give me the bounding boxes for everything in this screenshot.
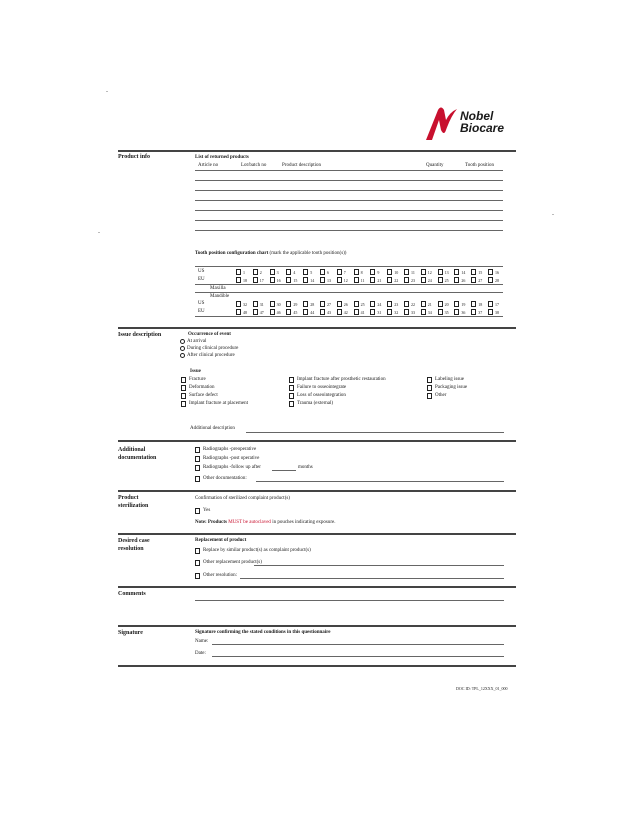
section-label-line: Product — [118, 495, 139, 501]
brand-name-line1: Nobel — [460, 109, 494, 123]
tooth-checkbox[interactable] — [320, 309, 325, 315]
tooth-checkbox[interactable] — [354, 301, 359, 307]
tooth-chart-instruction: (mark the applicable tooth position(s)) — [269, 251, 347, 256]
tooth-number: 10 — [394, 270, 399, 275]
documentation-option: Other documentation: — [203, 476, 247, 481]
checkbox-surface-defect[interactable] — [181, 393, 186, 399]
issue-option: Trauma (external) — [297, 401, 334, 406]
note-prefix: Note: Products — [195, 520, 227, 525]
tooth-chart-rule — [195, 284, 503, 285]
tooth-number: 11 — [411, 270, 415, 275]
tooth-checkbox[interactable] — [387, 309, 392, 315]
resolution-option: Replace by similar product(s) as complaint product(s) — [203, 548, 311, 553]
label-eu-lower: EU — [198, 309, 205, 314]
tooth-checkbox[interactable] — [421, 269, 426, 275]
tooth-number: 33 — [411, 310, 415, 315]
tooth-number: 30 — [276, 302, 281, 307]
tooth-checkbox[interactable] — [454, 277, 459, 283]
tooth-number: 13 — [327, 278, 331, 283]
tooth-number: 23 — [394, 302, 399, 307]
tooth-number: 6 — [327, 270, 329, 275]
checkbox-other-issue[interactable] — [427, 393, 432, 399]
tooth-checkbox[interactable] — [286, 277, 291, 283]
sterilization-yes-label: Yes — [203, 508, 211, 513]
tooth-number: 26 — [461, 278, 466, 283]
tooth-number: 23 — [411, 278, 415, 283]
tooth-checkbox[interactable] — [354, 269, 359, 275]
brand-name-line2: Biocare — [460, 121, 505, 135]
tooth-number: 38 — [495, 310, 499, 315]
issue-option: Failure to osseointegrate — [297, 385, 347, 390]
tooth-checkbox[interactable] — [421, 277, 426, 283]
issue-option: Loss of osseointegration — [297, 393, 346, 398]
issue-option: Fracture — [189, 377, 206, 382]
checkbox-implant-fracture-prosthetic[interactable] — [289, 377, 294, 383]
date-label: Date: — [195, 651, 206, 656]
nobel-biocare-logo-icon — [424, 106, 460, 142]
tooth-checkbox[interactable] — [387, 301, 392, 307]
product-row-line[interactable] — [195, 210, 503, 211]
scan-artifact — [552, 214, 554, 215]
label-us-upper: US — [198, 269, 205, 274]
checkbox-radiographs-preop[interactable] — [195, 447, 200, 453]
tooth-checkbox[interactable] — [236, 301, 241, 307]
tooth-number: 1 — [243, 270, 245, 275]
section-label-line: resolution — [118, 546, 144, 552]
tooth-checkbox[interactable] — [320, 269, 325, 275]
section-label-line: sterilization — [118, 503, 149, 509]
tooth-number: 22 — [394, 278, 399, 283]
checkbox-labeling-issue[interactable] — [427, 377, 432, 383]
tooth-number: 25 — [444, 278, 449, 283]
tooth-checkbox[interactable] — [354, 309, 359, 315]
tooth-checkbox[interactable] — [438, 277, 443, 283]
tooth-checkbox[interactable] — [404, 269, 409, 275]
checkbox-other-replacement[interactable] — [195, 560, 200, 566]
tooth-checkbox[interactable] — [438, 309, 443, 315]
signature-title: Signature confirming the stated conditions in this questionnaire — [195, 630, 331, 635]
tooth-checkbox[interactable] — [253, 309, 258, 315]
tooth-checkbox[interactable] — [236, 309, 241, 315]
product-row-line[interactable] — [195, 180, 503, 181]
radio-at-arrival[interactable] — [180, 339, 185, 344]
brand-logo — [424, 104, 516, 144]
tooth-number: 43 — [327, 310, 331, 315]
tooth-checkbox[interactable] — [488, 301, 493, 307]
tooth-number: 17 — [259, 278, 264, 283]
col-lot-batch: Lot/batch no — [241, 163, 267, 168]
tooth-checkbox[interactable] — [471, 309, 476, 315]
product-row-line[interactable] — [195, 190, 503, 191]
tooth-checkbox[interactable] — [454, 309, 459, 315]
issue-title: Issue — [190, 369, 201, 374]
tooth-checkbox[interactable] — [454, 301, 459, 307]
tooth-checkbox[interactable] — [320, 277, 325, 283]
tooth-checkbox[interactable] — [488, 309, 493, 315]
section-divider — [118, 490, 516, 492]
resolution-option: Other resolution: — [203, 573, 238, 578]
tooth-number: 5 — [310, 270, 313, 275]
tooth-checkbox[interactable] — [370, 277, 375, 283]
tooth-number: 18 — [243, 278, 247, 283]
note-suffix: in pouches indicating exposure. — [272, 520, 336, 525]
checkbox-other-documentation[interactable] — [195, 476, 200, 482]
tooth-number: 29 — [293, 302, 298, 307]
tooth-checkbox[interactable] — [387, 277, 392, 283]
tooth-number: 34 — [427, 310, 432, 315]
tooth-checkbox[interactable] — [354, 277, 359, 283]
tooth-number: 45 — [293, 310, 298, 315]
tooth-number: 32 — [394, 310, 399, 315]
section-divider — [118, 150, 516, 152]
section-signature: Signature — [118, 630, 143, 636]
product-list-title: List of returned products — [195, 155, 249, 160]
tooth-chart-title: Tooth position configuration chart — [195, 251, 269, 256]
section-label-line: Additional — [118, 447, 146, 453]
tooth-number: 25 — [360, 302, 365, 307]
months-label: months — [298, 465, 313, 470]
scan-artifact — [106, 91, 108, 92]
tooth-checkbox[interactable] — [438, 301, 443, 307]
col-tooth-position: Tooth position — [465, 163, 494, 168]
tooth-number: 41 — [360, 310, 365, 315]
section-label-line: Desired case — [118, 538, 150, 544]
tooth-checkbox[interactable] — [337, 301, 342, 307]
tooth-checkbox[interactable] — [286, 309, 291, 315]
tooth-checkbox[interactable] — [488, 269, 493, 275]
tooth-checkbox[interactable] — [270, 301, 275, 307]
tooth-checkbox[interactable] — [236, 269, 241, 275]
section-issue-description: Issue description — [118, 332, 162, 338]
occurrence-title: Occurrence of event — [188, 332, 231, 337]
issue-option: Deformation — [189, 385, 215, 390]
radio-after-procedure[interactable] — [180, 353, 185, 358]
section-divider — [118, 625, 516, 627]
tooth-checkbox[interactable] — [286, 301, 291, 307]
col-article-no: Article no — [198, 163, 219, 168]
date-field[interactable] — [212, 656, 504, 657]
tooth-checkbox[interactable] — [303, 309, 308, 315]
checkbox-loss-osseointegration[interactable] — [289, 393, 294, 399]
tooth-checkbox[interactable] — [404, 301, 409, 307]
resolution-option: Other replacement product(s) — [203, 560, 262, 565]
tooth-number: 47 — [259, 310, 264, 315]
issue-option: Labeling issue — [435, 377, 465, 382]
checkbox-radiographs-postop[interactable] — [195, 456, 200, 462]
tooth-number: 28 — [310, 302, 315, 307]
checkbox-failure-osseointegrate[interactable] — [289, 385, 294, 391]
radio-during-procedure[interactable] — [180, 346, 185, 351]
tooth-checkbox[interactable] — [320, 301, 325, 307]
tooth-number: 31 — [259, 302, 264, 307]
product-row-line[interactable] — [195, 200, 503, 201]
other-resolution-field[interactable] — [240, 578, 504, 579]
tooth-number: 36 — [461, 310, 466, 315]
tooth-number: 12 — [343, 278, 348, 283]
tooth-checkbox[interactable] — [370, 269, 375, 275]
tooth-number: 11 — [360, 278, 365, 283]
tooth-number: 9 — [377, 270, 380, 275]
tooth-number: 18 — [478, 302, 483, 307]
tooth-number: 46 — [276, 310, 281, 315]
tooth-number: 14 — [461, 270, 466, 275]
tooth-checkbox[interactable] — [303, 269, 308, 275]
tooth-number: 3 — [276, 270, 279, 275]
tooth-number: 4 — [293, 270, 296, 275]
tooth-checkbox[interactable] — [454, 269, 459, 275]
tooth-checkbox[interactable] — [270, 309, 275, 315]
tooth-number: 12 — [427, 270, 432, 275]
checkbox-deformation[interactable] — [181, 385, 186, 391]
additional-description-field[interactable] — [246, 432, 504, 433]
checkbox-implant-fracture-placement[interactable] — [181, 401, 186, 407]
col-quantity: Quantity — [426, 163, 444, 168]
section-desired-resolution — [118, 537, 188, 553]
checkbox-sterilization-yes[interactable] — [195, 508, 200, 514]
tooth-checkbox[interactable] — [471, 301, 476, 307]
occurrence-option: After clinical procedure — [187, 353, 235, 358]
issue-option: Implant fracture at placement — [189, 401, 248, 406]
label-mandible: Mandible — [210, 294, 230, 299]
issue-option: Surface defect — [189, 393, 218, 398]
section-divider — [118, 440, 516, 442]
other-documentation-field[interactable] — [256, 481, 504, 482]
sterilization-note — [195, 520, 336, 526]
section-divider — [118, 327, 516, 329]
additional-description-label: Additional description — [190, 426, 235, 431]
table-header-rule — [195, 170, 503, 171]
occurrence-option: At arrival — [187, 339, 207, 344]
tooth-checkbox[interactable] — [404, 309, 409, 315]
product-row-line[interactable] — [195, 230, 503, 231]
documentation-option: Radiographs -preoperative — [203, 447, 257, 452]
document-id: DOC ID: TPL_12XXX_01_000 — [456, 686, 508, 691]
sterilization-confirmation: Confirmation of sterilized complaint product(s) — [195, 496, 290, 501]
tooth-checkbox[interactable] — [471, 269, 476, 275]
documentation-option: Radiographs -follow up after — [203, 465, 261, 470]
tooth-chart-rule — [195, 316, 503, 317]
tooth-checkbox[interactable] — [387, 269, 392, 275]
section-additional-documentation — [118, 446, 188, 462]
tooth-checkbox[interactable] — [488, 277, 493, 283]
tooth-number: 37 — [478, 310, 483, 315]
tooth-chart-heading — [195, 251, 346, 257]
comments-field[interactable] — [195, 600, 504, 601]
tooth-checkbox[interactable] — [337, 269, 342, 275]
note-emphasis: MUST be autoclaved — [228, 520, 271, 525]
label-us-lower: US — [198, 301, 205, 306]
tooth-checkbox[interactable] — [370, 309, 375, 315]
tooth-checkbox[interactable] — [270, 277, 275, 283]
tooth-number: 28 — [495, 278, 499, 283]
tooth-number: 16 — [495, 270, 499, 275]
issue-option: Packaging issue — [435, 385, 468, 390]
tooth-checkbox[interactable] — [370, 301, 375, 307]
tooth-number: 21 — [427, 302, 432, 307]
tooth-number: 15 — [478, 270, 483, 275]
product-row-line[interactable] — [195, 220, 503, 221]
tooth-number: 15 — [293, 278, 298, 283]
followup-months-field[interactable] — [272, 470, 296, 471]
tooth-number: 16 — [276, 278, 281, 283]
section-divider — [118, 665, 516, 667]
tooth-number: 20 — [444, 302, 449, 307]
tooth-chart-rule — [195, 292, 503, 293]
issue-option: Other — [435, 393, 447, 398]
checkbox-packaging-issue[interactable] — [427, 385, 432, 391]
other-replacement-field[interactable] — [254, 565, 504, 566]
occurrence-option: During clinical procedure — [187, 346, 239, 351]
tooth-checkbox[interactable] — [471, 277, 476, 283]
tooth-checkbox[interactable] — [421, 301, 426, 307]
tooth-number: 8 — [360, 270, 363, 275]
section-product-sterilization — [118, 494, 188, 510]
tooth-number: 44 — [310, 310, 315, 315]
tooth-number: 19 — [461, 302, 466, 307]
tooth-checkbox[interactable] — [438, 269, 443, 275]
checkbox-other-resolution[interactable] — [195, 573, 200, 579]
label-eu-upper: EU — [198, 277, 205, 282]
tooth-number: 7 — [343, 270, 346, 275]
section-comments: Comments — [118, 591, 146, 597]
label-maxilla: Maxilla — [210, 286, 226, 291]
tooth-chart-rule — [195, 266, 503, 267]
col-product-description: Product description — [282, 163, 322, 168]
tooth-number: 21 — [377, 278, 382, 283]
tooth-checkbox[interactable] — [337, 309, 342, 315]
tooth-number: 14 — [310, 278, 315, 283]
tooth-number: 31 — [377, 310, 382, 315]
tooth-number: 48 — [243, 310, 247, 315]
tooth-number: 24 — [427, 278, 432, 283]
tooth-number: 32 — [243, 302, 247, 307]
tooth-checkbox[interactable] — [253, 301, 258, 307]
tooth-checkbox[interactable] — [404, 277, 409, 283]
tooth-number: 42 — [343, 310, 348, 315]
tooth-checkbox[interactable] — [303, 301, 308, 307]
checkbox-fracture[interactable] — [181, 377, 186, 383]
tooth-checkbox[interactable] — [253, 269, 258, 275]
tooth-number: 27 — [327, 302, 331, 307]
tooth-checkbox[interactable] — [421, 309, 426, 315]
tooth-number: 27 — [478, 278, 483, 283]
tooth-number: 35 — [444, 310, 449, 315]
documentation-option: Radiographs -post operative — [203, 456, 260, 461]
tooth-checkbox[interactable] — [236, 277, 241, 283]
section-label-line: documentation — [118, 455, 157, 461]
section-product-info: Product info — [118, 154, 151, 160]
issue-option: Implant fracture after prosthetic restauration — [297, 377, 386, 382]
tooth-number: 13 — [444, 270, 449, 275]
name-label: Name: — [195, 639, 209, 644]
tooth-number: 22 — [411, 302, 415, 307]
tooth-number: 26 — [343, 302, 348, 307]
tooth-checkbox[interactable] — [303, 277, 308, 283]
tooth-number: 24 — [377, 302, 382, 307]
checkbox-radiographs-followup[interactable] — [195, 465, 200, 471]
name-field[interactable] — [212, 644, 504, 645]
replacement-title: Replacement of product — [195, 538, 247, 543]
checkbox-replace-similar[interactable] — [195, 548, 200, 554]
checkbox-trauma[interactable] — [289, 401, 294, 407]
tooth-number: 17 — [495, 302, 499, 307]
tooth-checkbox[interactable] — [286, 269, 291, 275]
tooth-checkbox[interactable] — [253, 277, 258, 283]
scan-artifact — [98, 232, 100, 233]
tooth-number: 2 — [259, 270, 262, 275]
section-divider — [118, 533, 516, 535]
tooth-checkbox[interactable] — [270, 269, 275, 275]
tooth-checkbox[interactable] — [337, 277, 342, 283]
section-divider — [118, 586, 516, 588]
